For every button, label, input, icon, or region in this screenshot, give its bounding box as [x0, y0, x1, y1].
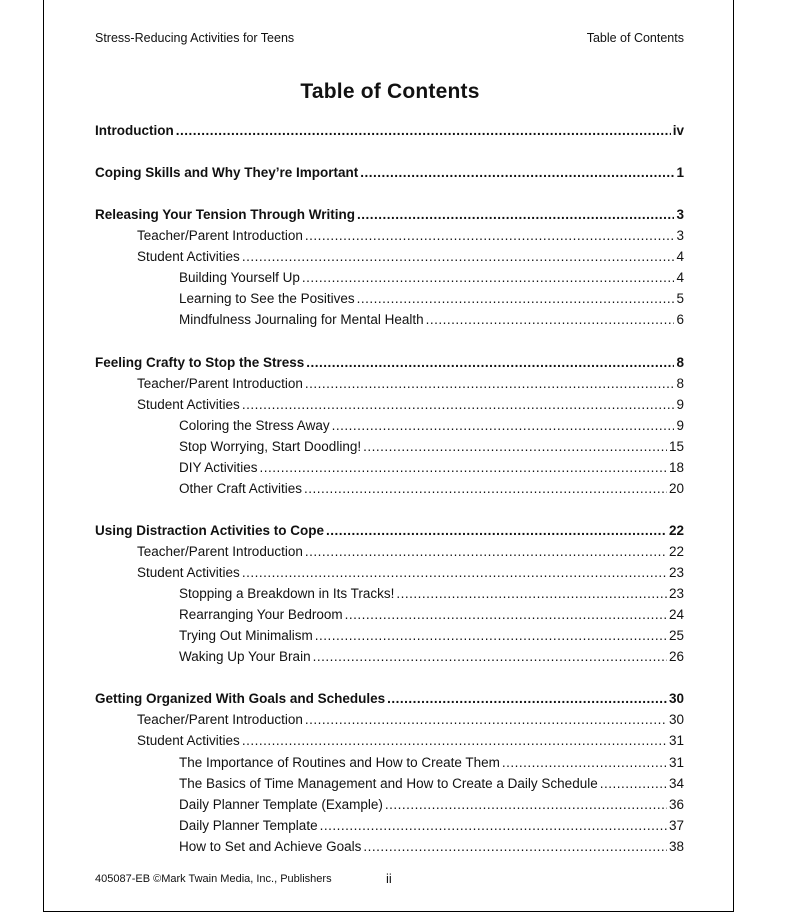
toc-entry-page: 22: [668, 522, 684, 538]
toc-entry: [95, 163, 684, 183]
toc-entry-page: 38: [668, 838, 684, 854]
dot-leader: [305, 710, 667, 730]
toc-entry-label: Teacher/Parent Introduction: [137, 544, 303, 559]
dot-leader: [345, 605, 667, 625]
toc-entry-page: 23: [668, 565, 684, 581]
toc-entry-label: Stop Worrying, Start Doodling!: [179, 438, 362, 454]
dot-leader: [360, 163, 674, 183]
dot-leader: [305, 374, 675, 394]
dot-leader: [357, 205, 674, 225]
toc-entry: [95, 289, 684, 309]
dot-leader: [320, 816, 667, 836]
dot-leader: [304, 479, 667, 499]
toc-entry-page: 22: [668, 544, 684, 559]
toc-entry-label: Daily Planner Template: [179, 817, 318, 833]
toc-entry-label: Trying Out Minimalism: [179, 628, 313, 644]
running-header-title: Stress-Reducing Activities for Teens: [95, 31, 295, 45]
toc-entry: [95, 816, 684, 836]
toc-entry: [95, 121, 684, 141]
dot-leader: [363, 437, 667, 457]
dot-leader: [387, 689, 667, 709]
toc-entry: [95, 353, 684, 373]
toc-entry-label: Stopping a Breakdown in Its Tracks!: [179, 586, 395, 602]
footer-page-number: ii: [386, 871, 392, 886]
toc-entry-page: 31: [668, 754, 684, 770]
toc-entry-label: Student Activities: [137, 396, 240, 412]
toc-entry-label: Waking Up Your Brain: [179, 649, 311, 665]
toc-entry-page: 18: [668, 459, 684, 475]
toc-entry-page: 4: [676, 270, 684, 286]
toc-entry-page: 4: [676, 249, 684, 265]
toc-entry: [95, 731, 684, 751]
toc-entry-page: 8: [676, 354, 684, 370]
toc-entry-page: 25: [668, 628, 684, 644]
toc-entry: [95, 437, 684, 457]
dot-leader: [305, 542, 667, 562]
toc-entry: [95, 458, 684, 478]
dot-leader: [242, 563, 667, 583]
toc-entry-label: DIY Activities: [179, 459, 258, 475]
toc-entry-label: Student Activities: [137, 249, 240, 265]
dot-leader: [385, 795, 667, 815]
toc-entry: [95, 795, 684, 815]
toc-entry: [95, 205, 684, 225]
dot-leader: [302, 268, 675, 288]
toc-entry: [95, 395, 684, 415]
dot-leader: [600, 774, 667, 794]
toc-entry-page: 37: [668, 817, 684, 833]
toc-entry: [95, 626, 684, 646]
toc-entry-page: 9: [676, 417, 684, 433]
toc-entry: [95, 268, 684, 288]
toc-entry-label: Building Yourself Up: [179, 270, 300, 286]
toc-entry-page: 30: [668, 712, 684, 728]
toc-entry: [95, 605, 684, 625]
toc-entry-label: Daily Planner Template (Example): [179, 796, 383, 812]
toc-entry: [95, 226, 684, 246]
toc-entry-label: Releasing Your Tension Through Writing: [95, 207, 356, 223]
toc-entry-label: Coloring the Stress Away: [179, 417, 330, 433]
toc-entry-page: 31: [668, 733, 684, 749]
toc-entry-page: iv: [672, 123, 684, 138]
toc-entry: [95, 479, 684, 499]
page-title: Table of Contents: [300, 80, 480, 103]
toc-entry-label: Feeling Crafty to Stop the Stress: [95, 354, 305, 370]
toc-entry: [95, 837, 684, 857]
dot-leader: [502, 753, 667, 773]
toc-entry: [95, 374, 684, 394]
dot-leader: [242, 731, 667, 751]
toc-entry-label: Mindfulness Journaling for Mental Health: [179, 312, 424, 328]
toc-entry: [95, 247, 684, 267]
toc-entry-label: Teacher/Parent Introduction: [137, 375, 303, 391]
dot-leader: [315, 626, 667, 646]
dot-leader: [242, 247, 675, 267]
toc-entry-page: 24: [668, 607, 684, 623]
toc-entry: [95, 542, 684, 562]
toc-entry-page: 3: [676, 228, 684, 244]
dot-leader: [176, 121, 671, 141]
toc-entry: [95, 563, 684, 583]
toc-entry-label: Student Activities: [137, 733, 240, 749]
dot-leader: [242, 395, 675, 415]
toc-entry: [95, 689, 684, 709]
toc-entry-label: Introduction: [95, 123, 174, 138]
toc-entry: [95, 584, 684, 604]
toc-entry-label: The Basics of Time Management and How to Create a Daily Schedule: [179, 775, 598, 791]
toc-entry-page: 5: [676, 291, 684, 307]
toc-entry: [95, 310, 684, 330]
toc-entry-page: 36: [668, 796, 684, 812]
toc-entry-label: Getting Organized With Goals and Schedules: [95, 691, 386, 707]
dot-leader: [357, 289, 675, 309]
dot-leader: [313, 647, 667, 667]
toc-entry-page: 30: [668, 691, 684, 707]
dot-leader: [260, 458, 667, 478]
toc-entry-label: Student Activities: [137, 565, 240, 581]
dot-leader: [326, 521, 667, 541]
toc-entry-page: 20: [668, 480, 684, 496]
toc-entry-page: 23: [668, 586, 684, 602]
toc-entry-label: Coping Skills and Why They’re Important: [95, 165, 359, 181]
toc-entry-page: 15: [668, 438, 684, 454]
footer-publisher: 405087-EB ©Mark Twain Media, Inc., Publishers: [95, 873, 332, 885]
toc-entry-page: 26: [668, 649, 684, 665]
toc-entry-label: How to Set and Achieve Goals: [179, 838, 362, 854]
toc-entry: [95, 753, 684, 773]
dot-leader: [305, 226, 675, 246]
toc-entry: [95, 521, 684, 541]
toc-entry-label: Teacher/Parent Introduction: [137, 228, 303, 244]
toc-entry-page: 8: [676, 375, 684, 391]
toc-entry-page: 3: [676, 207, 684, 223]
toc-entry-label: Teacher/Parent Introduction: [137, 712, 303, 728]
dot-leader: [396, 584, 667, 604]
toc-entry-page: 34: [668, 775, 684, 791]
toc-entry: [95, 647, 684, 667]
toc-entry-page: 6: [676, 312, 684, 328]
toc-entry-label: Using Distraction Activities to Cope: [95, 522, 325, 538]
dot-leader: [332, 416, 675, 436]
toc-entry-page: 1: [676, 165, 684, 181]
toc-entry-label: Rearranging Your Bedroom: [179, 607, 343, 623]
toc-entry: [95, 710, 684, 730]
toc-entry-page: 9: [676, 396, 684, 412]
toc-entry-label: The Importance of Routines and How to Create Them: [179, 754, 500, 770]
dot-leader: [306, 353, 674, 373]
toc-entry: [95, 774, 684, 794]
running-header-section: Table of Contents: [586, 31, 684, 45]
dot-leader: [426, 310, 675, 330]
dot-leader: [363, 837, 667, 857]
toc-entry-label: Other Craft Activities: [179, 480, 303, 496]
toc-entry: [95, 416, 684, 436]
toc-entry-label: Learning to See the Positives: [179, 291, 355, 307]
